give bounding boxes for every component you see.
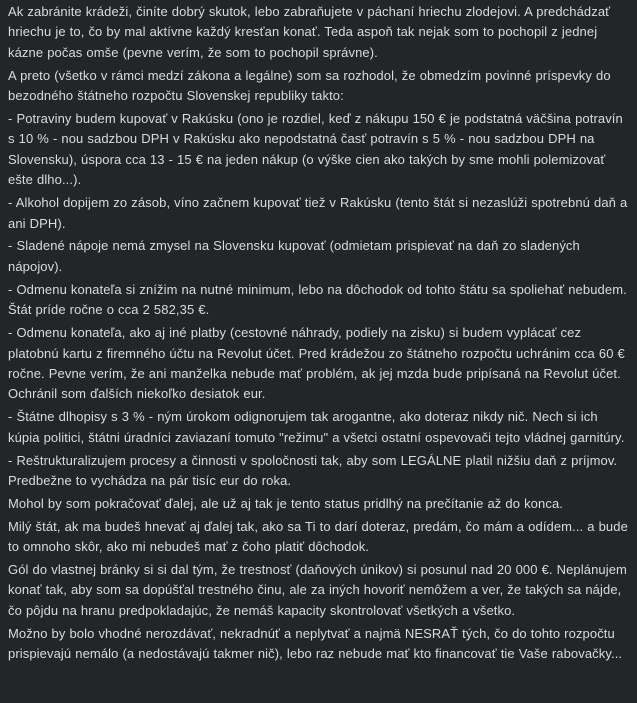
post-paragraph-bullet-restructuring: - Reštrukturalizujem procesy a činnosti v spoločnosti tak, aby som LEGÁLNE platil nižšiu daň z príjmov. Predbežne to vychádza na pár tisíc eur do roka. <box>8 452 622 488</box>
post-paragraph-bullet-alcohol: - Alkohol dopijem zo zásob, víno začnem kupovať tiež v Rakúsku (tento štát si nezaslúži spotrebnú daň a ani DPH). <box>8 195 632 231</box>
post-paragraph-too-long: Mohol by som pokračovať ďalej, ale už aj tak je tento status pridlhý na prečítanie až do konca. <box>8 495 563 511</box>
post-paragraph-own-goal: Gól do vlastnej bránky si si dal tým, že trestnosť (daňových únikov) si posunul nad 20 000 €. Neplánujem konať tak, aby som sa dopúšťal trestného činu, ale za iných hovoriť nemôžem a ver, že takých sa nájde, čo pôjdu na hranu predpokladajúc, že nemáš kapacity skontrolovať všetkých a všetko. <box>8 562 632 618</box>
post-paragraph-intro: Ak zabránite krádeži, činíte dobrý skutok, lebo zabraňujete v páchaní hriechu zlodejovi. A predchádzať hriechu je to, čo by mal aktívne každý kresťan konať. Teda aspoň tak nejak som to pochopil z jednej kázne počas omše (pevne verím, že som to pochopil správne). <box>8 4 615 60</box>
post-paragraph-bullet-revolut: - Odmenu konateľa, ako aj iné platby (cestovné náhrady, podiely na zisku) si budem vyplácať cez platobnú kartu z firemného účtu na Revolut účet. Pred krádežou zo štátneho rozpočtu uchránim cca 60 € ročne. Pevne verím, že ani manželka nebude mať problém, ak jej mzda bude pripísaná na Revolut účet. Ochránil som ďalších niekoľko desiatok eur. <box>8 325 629 402</box>
post-paragraph-bullet-bonds: - Štátne dlhopisy s 3 % - ným úrokom odignorujem tak arogantne, ako doteraz nikdy nič. Nech si ich kúpia politici, štátni úradníci zaviazaní tomuto "režimu" a všetci ostatní ospevovači tejto vládnej garnitúry. <box>8 409 625 445</box>
post-paragraph-dear-state: Milý štát, ak ma budeš hnevať aj ďalej tak, ako sa Ti to darí doteraz, predám, čo mám a odídem... a bude to omnoho skôr, ako mi nebudeš mať z čoho platiť dôchodok. <box>8 518 632 555</box>
post-paragraph-bullet-groceries: - Potraviny budem kupovať v Rakúsku (ono je rozdiel, keď z nákupu 150 € je podstatná väčšina potravín s 10 % - nou sadzbou DPH v Rakúsku ako nepodstatná časť potravín s 5 % - nou sadzbou DPH na Slovensku), úspora cca 13 - 15 € na jeden nákup (o výške cien ako takých by sme mohli polemizovať ešte dlho...). <box>8 111 627 188</box>
post-paragraph-bullet-sweet-drinks: - Sladené nápoje nemá zmysel na Slovensku kupovať (odmietam prispievať na daň zo sladených nápojov). <box>8 238 584 274</box>
post-paragraph-decision: A preto (všetko v rámci medzí zákona a legálne) som sa rozhodol, že obmedzím povinné príspevky do bezodného štátneho rozpočtu Slovenskej republiky takto: <box>8 67 615 104</box>
post-paragraph-closing: Možno by bolo vhodné nerozdávať, nekradnúť a neplytvať a najmä NESRAŤ tých, čo do tohto rozpočtu prispievajú nemálo (a nedostávajú takmer nič), lebo raz nebude mať kto financovať tie Vaše rabovačky... <box>8 625 623 662</box>
post-paragraph-bullet-salary-minimum: - Odmenu konateľa si znížim na nutné minimum, lebo na dôchodok od tohto štátu sa spoliehať nebudem. Štát príde ročne o cca 2 582,35 €. <box>8 281 631 318</box>
